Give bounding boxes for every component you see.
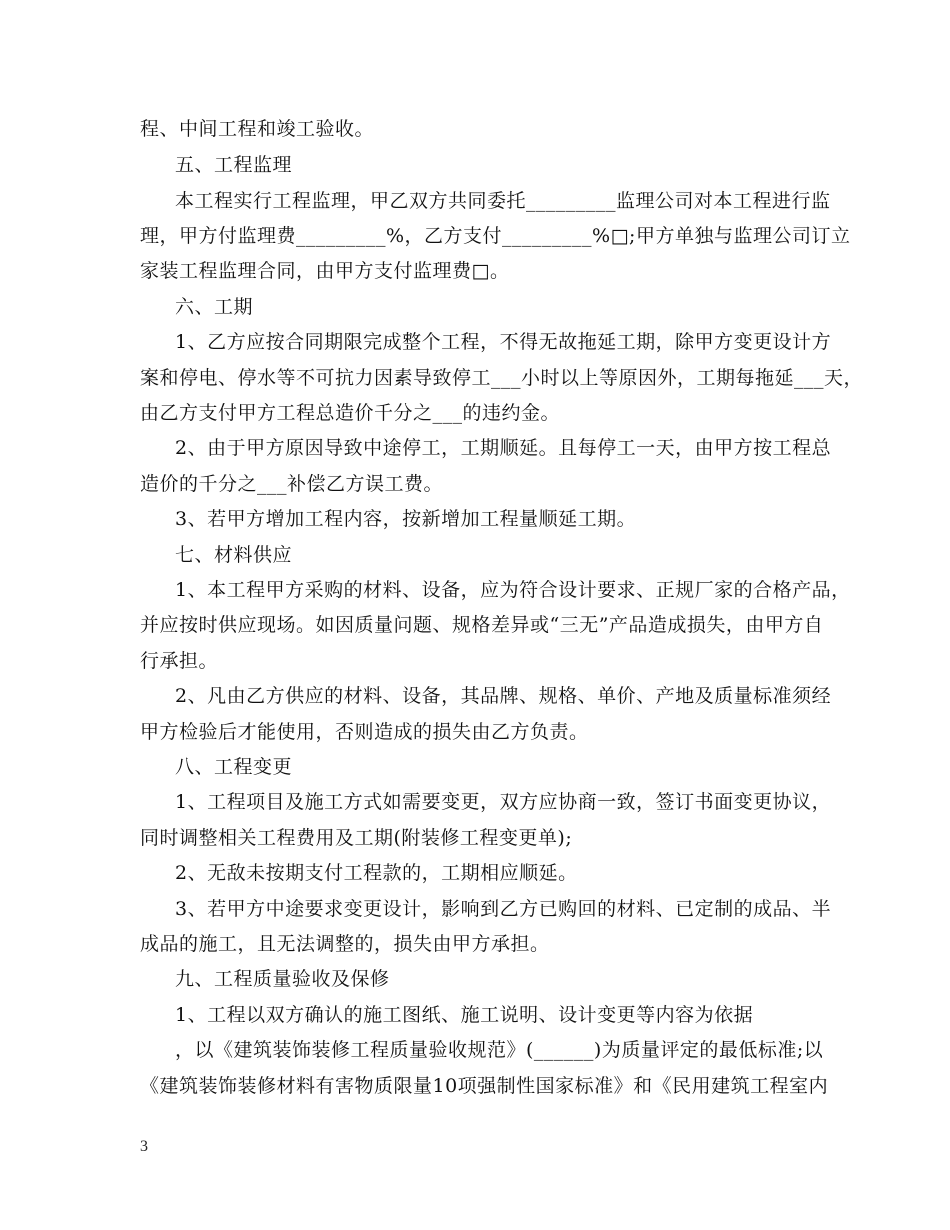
text-line: 并应按时供应现场。如因质量问题、规格差异或“三无”产品造成损失，由甲方自 (140, 614, 824, 636)
page-number: 3 (140, 1138, 148, 1155)
section-heading: 九、工程质量验收及保修 (175, 968, 390, 990)
text-line: 由乙方支付甲方工程总造价千分之___的违约金。 (140, 402, 561, 424)
text-line: 1、工程以双方确认的施工图纸、施工说明、设计变更等内容为依据 (175, 1004, 754, 1026)
text-line: 造价的千分之___补偿乙方误工费。 (140, 473, 444, 495)
section-heading: 六、工期 (175, 296, 254, 318)
text-line: 2、由于甲方原因导致中途停工，工期顺延。且每停工一天，由甲方按工程总 (175, 437, 832, 459)
text-line: 本工程实行工程监理，甲乙双方共同委托_________监理公司对本工程进行监 (175, 190, 831, 212)
section-heading: 五、工程监理 (175, 154, 293, 176)
text-line: 理，甲方付监理费_________%，乙方支付_________%□;甲方单独与监理公司订立 (140, 225, 851, 247)
text-line: 成品的施工，且无法调整的，损失由甲方承担。 (140, 933, 550, 955)
text-line: 2、无敌未按期支付工程款的，工期相应顺延。 (175, 862, 578, 884)
text-line: 程、中间工程和竣工验收。 (140, 118, 375, 140)
text-line: 案和停电、停水等不可抗力因素导致停工___小时以上等原因外，工期每拖延___天， (140, 367, 864, 389)
text-line: 1、工程项目及施工方式如需要变更，双方应协商一致，签订书面变更协议， (175, 791, 832, 813)
text-line: 3、若甲方中途要求变更设计，影响到乙方已购回的材料、已定制的成品、半 (175, 898, 832, 920)
text-line: 同时调整相关工程费用及工期(附装修工程变更单); (140, 827, 573, 849)
text-line: 行承担。 (140, 650, 219, 672)
section-heading: 八、工程变更 (175, 756, 293, 778)
text-line: ，以《建筑装饰装修工程质量验收规范》(______)为质量评定的最低标准;以 (175, 1039, 824, 1061)
text-line: 1、乙方应按合同期限完成整个工程，不得无故拖延工期，除甲方变更设计方 (175, 331, 832, 353)
text-line: 1、本工程甲方采购的材料、设备，应为符合设计要求、正规厂家的合格产品， (175, 579, 851, 601)
text-line: 《建筑装饰装修材料有害物质限量10项强制性国家标准》和《民用建筑工程室内 (140, 1075, 829, 1097)
text-line: 甲方检验后才能使用，否则造成的损失由乙方负责。 (140, 721, 589, 743)
text-line: 家装工程监理合同，由甲方支付监理费□。 (140, 260, 510, 282)
section-heading: 七、材料供应 (175, 544, 293, 566)
text-line: 2、凡由乙方供应的材料、设备，其品牌、规格、单价、产地及质量标准须经 (175, 685, 832, 707)
text-line: 3、若甲方增加工程内容，按新增加工程量顺延工期。 (175, 508, 637, 530)
